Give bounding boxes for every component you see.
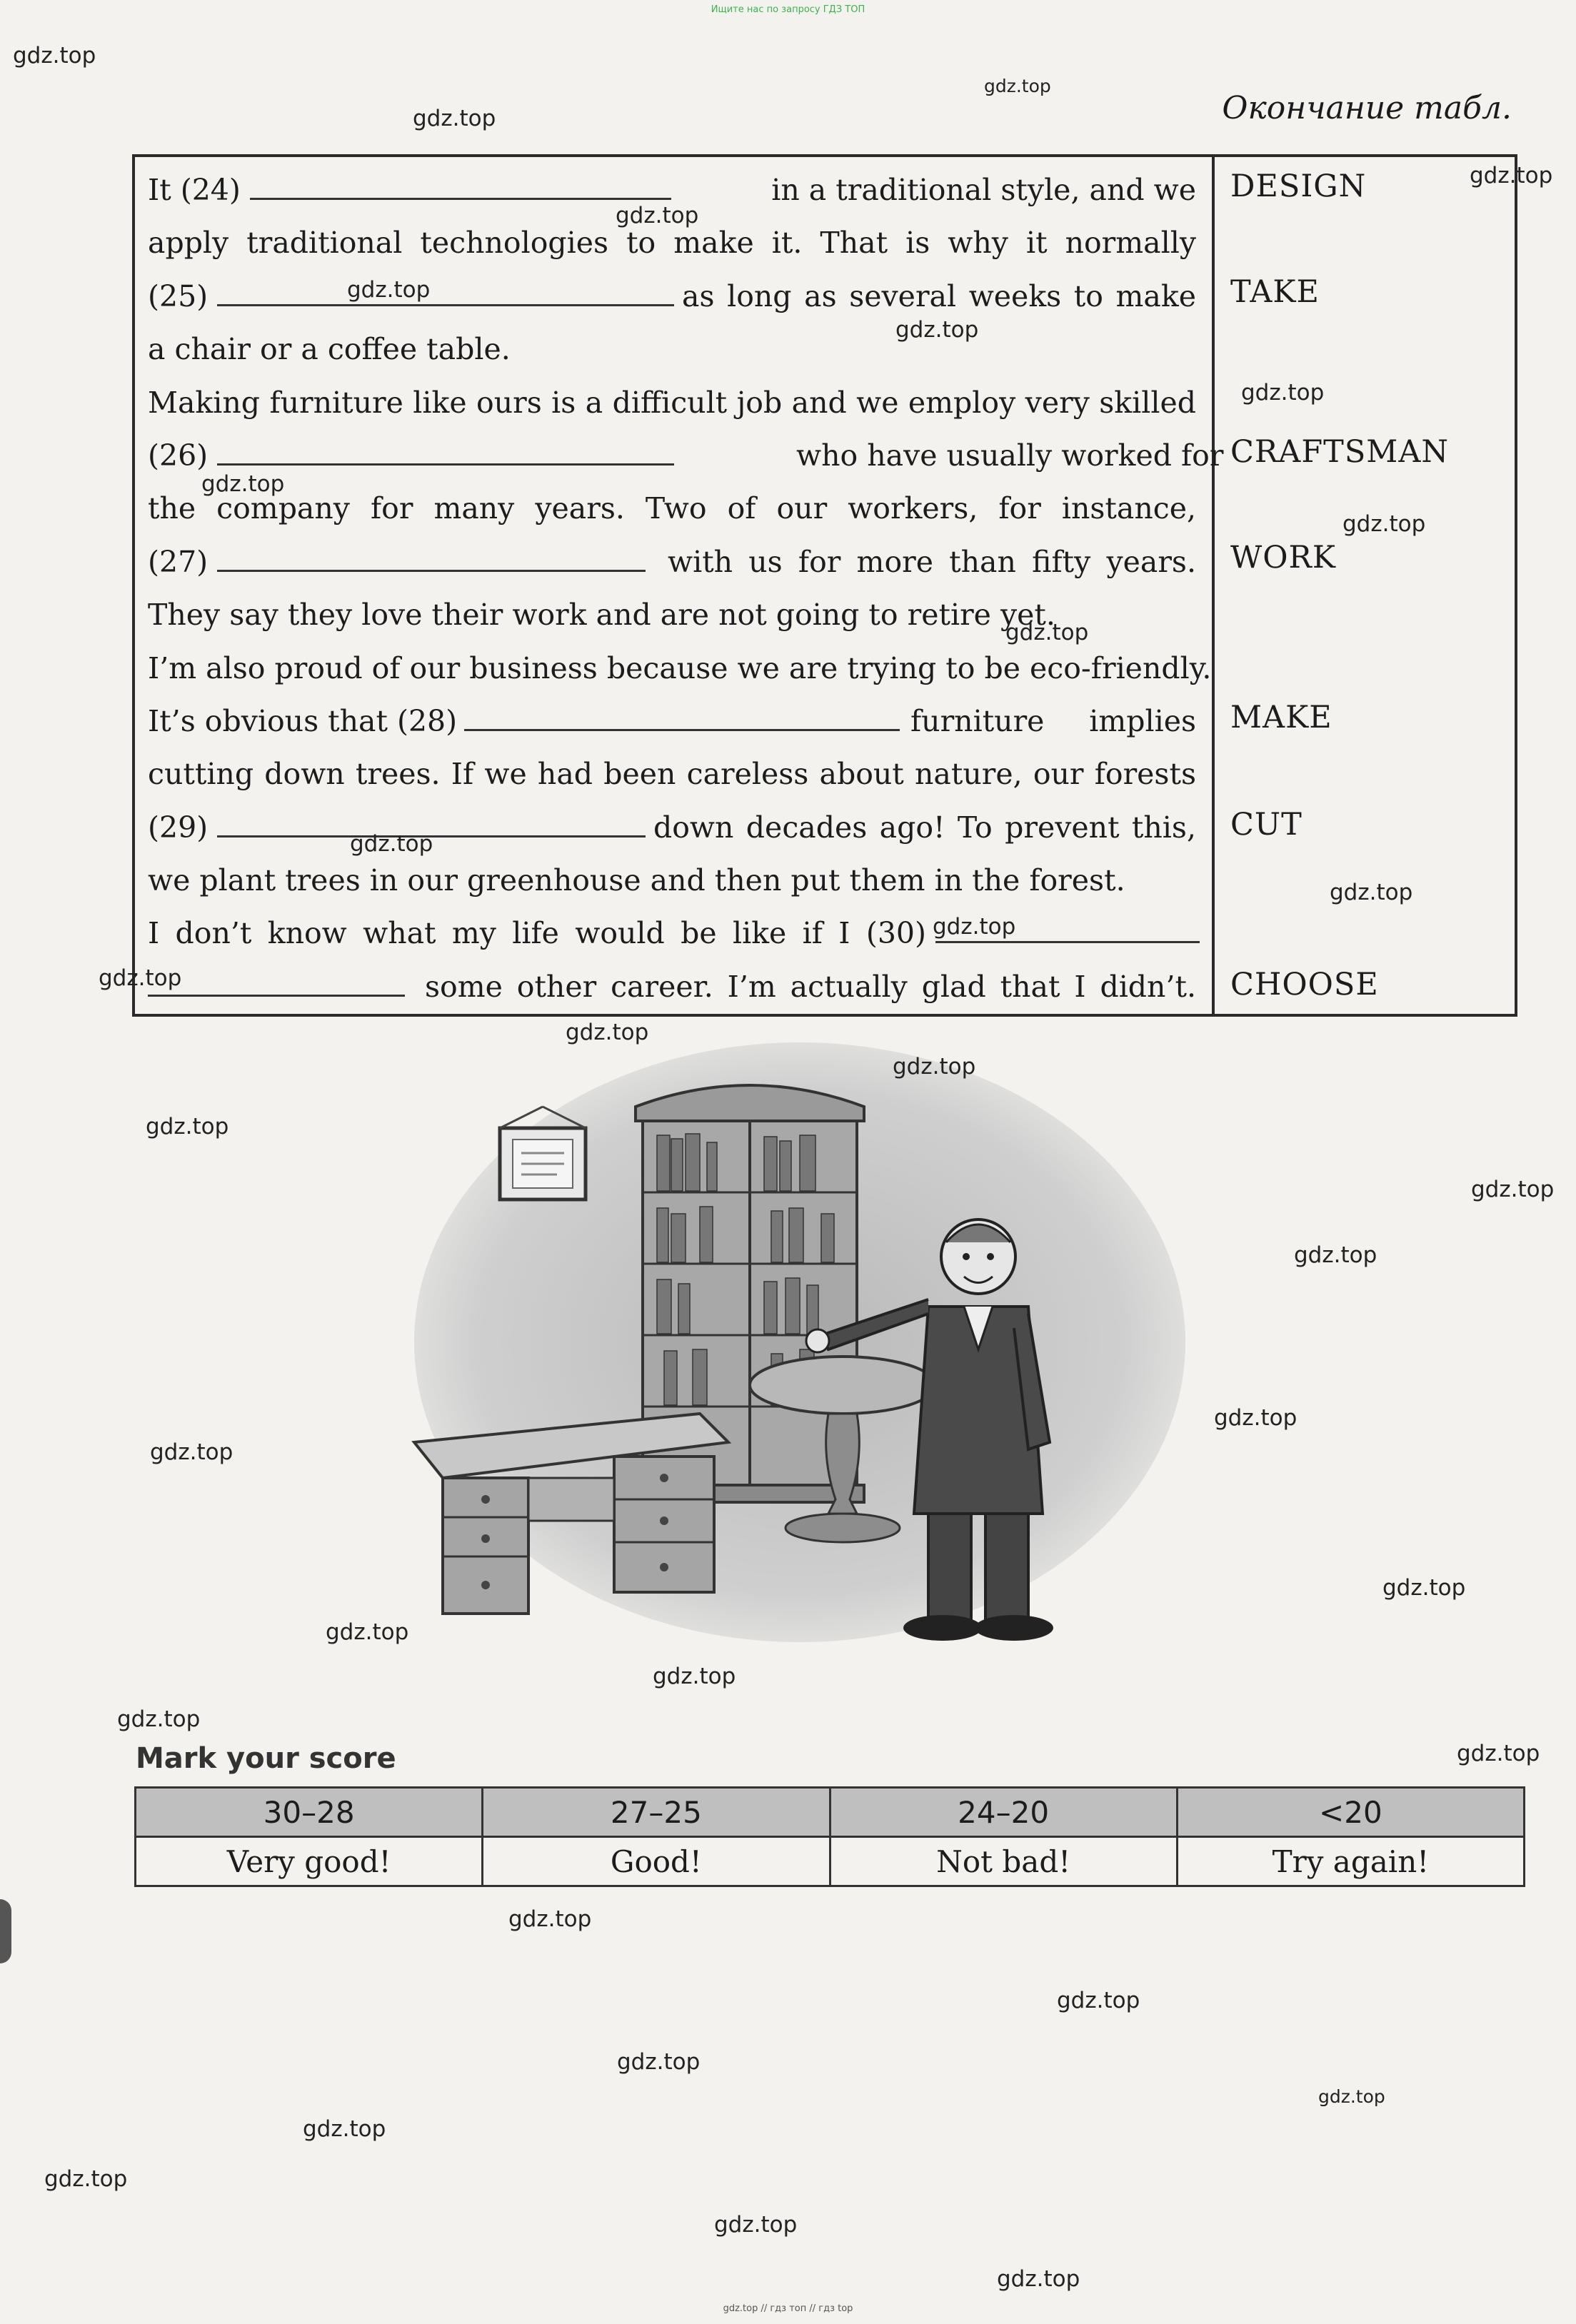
score-title: Mark your score — [136, 1742, 396, 1775]
watermark: gdz.top — [997, 2266, 1080, 2292]
text-line-8 — [148, 545, 1196, 598]
watermark: gdz.top — [326, 1619, 409, 1645]
workshop-illustration — [400, 1014, 1221, 1671]
exercise-table — [132, 154, 1517, 1017]
watermark: gdz.top — [714, 2212, 798, 2238]
keyword-make: MAKE — [1230, 700, 1332, 735]
text-fragment: a chair or a coffee table. — [148, 332, 511, 367]
watermark: gdz.top — [1214, 1405, 1298, 1431]
watermark: gdz.top — [1330, 880, 1413, 905]
text-fragment: furniture implies — [910, 703, 1196, 738]
watermark: gdz.top — [150, 1439, 234, 1465]
keyword-choose: CHOOSE — [1230, 967, 1379, 1002]
watermark: gdz.top — [413, 106, 496, 131]
score-range-row — [136, 1788, 1525, 1837]
score-range-cell: 27–25 — [483, 1788, 830, 1837]
answer-blank-24[interactable] — [250, 173, 671, 200]
watermark: gdz.top — [1057, 1988, 1140, 2013]
score-label-cell: Try again! — [1177, 1837, 1524, 1886]
score-range-cell: 24–20 — [830, 1788, 1177, 1837]
watermark: gdz.top — [303, 2116, 386, 2142]
text-fragment: I’m also proud of our business because we are trying to be eco-friendly. — [148, 650, 1212, 685]
watermark: gdz.top — [117, 1706, 201, 1732]
text-fragment: down decades ago! To prevent this, — [653, 810, 1196, 845]
text-fragment: Making furniture like ours is a difficult job and we employ very skilled — [148, 385, 1196, 420]
watermark: gdz.top — [350, 831, 433, 857]
watermark: gdz.top — [1382, 1575, 1466, 1601]
text-line-2 — [148, 226, 1196, 278]
text-line-14 — [148, 863, 1196, 916]
text-fragment: the company for many years. Two of our workers, for instance, — [148, 491, 1196, 526]
page-edge-tab — [0, 1899, 11, 1963]
keyword-work: WORK — [1230, 540, 1336, 575]
gap-30-label: I don’t know what my life would be like if I (30) — [148, 916, 926, 951]
gap-26-label: (26) — [148, 438, 209, 473]
gap-27-label: (27) — [148, 544, 209, 579]
text-line-6 — [148, 438, 1224, 491]
score-range-cell: <20 — [1177, 1788, 1524, 1837]
watermark: gdz.top — [1318, 2086, 1385, 2107]
search-hint-link[interactable]: Ищите нас по запросу ГДЗ ТОП — [711, 4, 865, 15]
watermark: gdz.top — [1471, 1177, 1555, 1202]
watermark: gdz.top — [616, 203, 699, 228]
watermark: gdz.top — [146, 1114, 229, 1140]
watermark: gdz.top — [201, 471, 285, 497]
text-line-11 — [148, 704, 1196, 757]
text-fragment: who have usually worked for — [796, 438, 1224, 473]
answer-blank-28[interactable] — [464, 705, 900, 731]
watermark: gdz.top — [617, 2049, 701, 2075]
watermark: gdz.top — [1457, 1741, 1540, 1766]
text-fragment: They say they love their work and are not going to retire yet. — [148, 598, 1055, 633]
watermark: gdz.top — [893, 1054, 976, 1080]
watermark: gdz.top — [933, 914, 1016, 940]
answer-blank-30b[interactable] — [148, 970, 405, 997]
text-fragment: some other career. I’m actually glad that I didn’t. — [425, 969, 1196, 1004]
score-label-cell: Very good! — [136, 1837, 483, 1886]
watermark: gdz.top — [895, 317, 979, 343]
text-line-12 — [148, 757, 1196, 810]
text-line-7 — [148, 491, 1196, 544]
keyword-take: TAKE — [1230, 274, 1320, 310]
text-fragment: cutting down trees. If we had been careless about nature, our forests — [148, 757, 1196, 792]
watermark: gdz.top — [13, 43, 96, 69]
watermark: gdz.top — [1470, 163, 1553, 188]
text-fragment: as long as several weeks to make — [682, 278, 1196, 313]
watermark: gdz.top — [1294, 1242, 1377, 1268]
watermark: gdz.top — [653, 1664, 736, 1689]
text-line-10 — [148, 650, 1212, 704]
watermark: gdz.top — [1342, 511, 1426, 537]
score-table — [134, 1786, 1525, 1887]
gap-25-label: (25) — [148, 278, 209, 313]
watermark: gdz.top — [347, 277, 431, 303]
text-line-13 — [148, 810, 1196, 863]
score-range-cell: 30–28 — [136, 1788, 483, 1837]
footer-link[interactable]: gdz.top // гдз топ // гдз top — [723, 2303, 853, 2314]
watermark: gdz.top — [44, 2166, 128, 2192]
answer-blank-26[interactable] — [217, 439, 674, 466]
keyword-craftsman: CRAFTSMAN — [1230, 434, 1450, 470]
gap-28-label: It’s obvious that (28) — [148, 703, 458, 738]
text-line-15 — [148, 916, 1196, 969]
watermark: gdz.top — [984, 76, 1051, 96]
exercise-text-column — [135, 157, 1224, 1014]
gap-24-label: It (24) — [148, 173, 241, 207]
watermark: gdz.top — [566, 1020, 649, 1045]
table-continuation-label: Окончание табл. — [1222, 90, 1512, 126]
score-label-cell: Not bad! — [830, 1837, 1177, 1886]
gap-29-label: (29) — [148, 810, 209, 845]
watermark: gdz.top — [1005, 620, 1089, 645]
text-line-4 — [148, 332, 1196, 385]
text-line-3 — [148, 279, 1196, 332]
score-label-row — [136, 1837, 1525, 1886]
keyword-design: DESIGN — [1230, 168, 1367, 204]
score-label-cell: Good! — [483, 1837, 830, 1886]
text-fragment: we plant trees in our greenhouse and then put them in the forest. — [148, 863, 1125, 898]
watermark: gdz.top — [1241, 380, 1325, 406]
answer-blank-25[interactable] — [217, 280, 674, 306]
text-line-5 — [148, 386, 1196, 438]
text-fragment: apply traditional technologies to make it. That is why it normally — [148, 226, 1196, 261]
text-fragment: with us for more than fifty years. — [668, 544, 1196, 579]
answer-blank-27[interactable] — [217, 545, 646, 572]
keyword-cut: CUT — [1230, 807, 1303, 842]
text-fragment: in a traditional style, and we — [771, 173, 1196, 207]
watermark: gdz.top — [99, 965, 182, 991]
watermark: gdz.top — [508, 1906, 592, 1932]
